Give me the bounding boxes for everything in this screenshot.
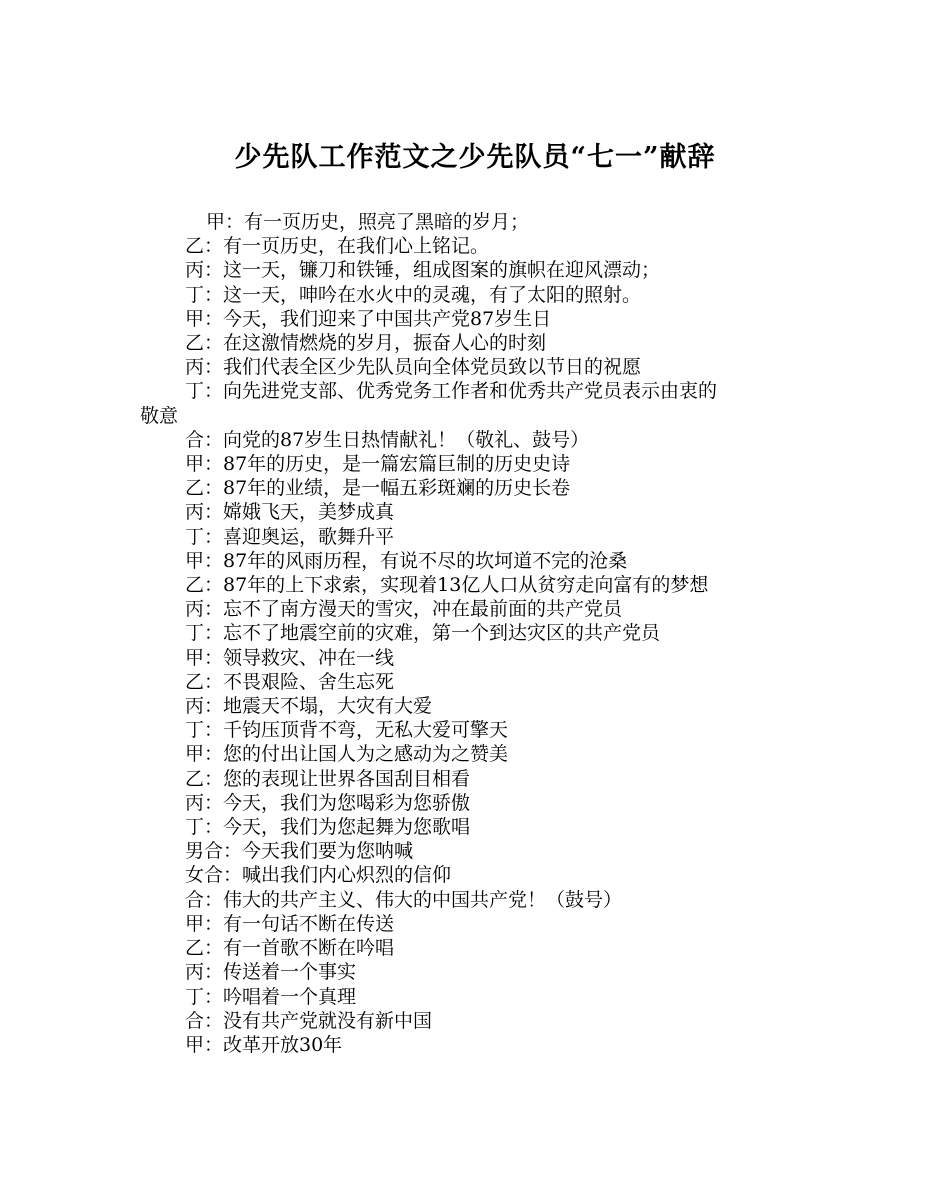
text-line: 丁：这一天，呻吟在水火中的灵魂，有了太阳的照射。: [185, 283, 642, 306]
text-line: 丙：忘不了南方漫天的雪灾，冲在最前面的共产党员: [185, 598, 623, 621]
text-line: 乙：有一首歌不断在吟唱: [185, 937, 395, 960]
document-body: [140, 210, 820, 1057]
text-line: 甲：改革开放30年: [185, 1033, 343, 1056]
text-line: 合：没有共产党就没有新中国: [185, 1009, 433, 1032]
text-line: 丙：我们代表全区少先队员向全体党员致以节日的祝愿: [185, 356, 642, 379]
text-line: 甲：有一句话不断在传送: [185, 912, 395, 935]
text-line: 合：伟大的共产主义、伟大的中国共产党！（鼓号）: [185, 888, 623, 911]
text-line: 合：向党的87岁生日热情献礼！（敬礼、鼓号）: [185, 428, 590, 451]
text-line: 丁：向先进党支部、优秀党务工作者和优秀共产党员表示由衷的: [185, 380, 718, 403]
text-line: 敬意: [140, 404, 179, 427]
text-line: 甲：87年的风雨历程，有说不尽的坎坷道不完的沧桑: [185, 549, 628, 572]
text-line: 乙：有一页历史，在我们心上铭记。: [185, 235, 490, 258]
text-line: 丙：嫦娥飞天，美梦成真: [185, 501, 395, 524]
text-line: 丁：喜迎奥运，歌舞升平: [185, 525, 395, 548]
text-line: 甲：您的付出让国人为之感动为之赞美: [185, 743, 509, 766]
text-line: 甲：领导救灾、冲在一线: [185, 646, 395, 669]
text-line: 丁：今天，我们为您起舞为您歌唱: [185, 816, 471, 839]
text-line: 丁：忘不了地震空前的灾难，第一个到达灾区的共产党员: [185, 622, 661, 645]
text-line: 乙：不畏艰险、舍生忘死: [185, 670, 395, 693]
text-line: 丙：传送着一个事实: [185, 961, 357, 984]
document-title: 少先队工作范文之少先队员“七一”献辞: [234, 142, 716, 173]
text-line: 丙：地震天不塌，大灾有大爱: [185, 695, 433, 718]
text-line: 丙：这一天，镰刀和铁锤，组成图案的旗帜在迎风漂动；: [185, 259, 661, 282]
text-line: 丙：今天，我们为您喝彩为您骄傲: [185, 791, 471, 814]
text-line: 甲：今天，我们迎来了中国共产党87岁生日: [185, 307, 552, 330]
text-line: 甲：87年的历史，是一篇宏篇巨制的历史史诗: [185, 453, 571, 476]
text-line: 男合：今天我们要为您呐喊: [185, 840, 414, 863]
text-line: 乙：在这激情燃烧的岁月，振奋人心的时刻: [185, 332, 547, 355]
text-line: 丁：吟唱着一个真理: [185, 985, 357, 1008]
text-line: 女合：喊出我们内心炽烈的信仰: [185, 864, 452, 887]
text-line: 乙：您的表现让世界各国刮目相看: [185, 767, 471, 790]
text-line: 乙：87年的上下求索，实现着13亿人口从贫穷走向富有的梦想: [185, 574, 709, 597]
text-line: 甲：有一页历史，照亮了黑暗的岁月；: [206, 211, 530, 233]
text-line: 丁：千钧压顶背不弯，无私大爱可擎天: [185, 719, 509, 742]
text-line: 乙：87年的业绩，是一幅五彩斑斓的历史长卷: [185, 477, 571, 500]
